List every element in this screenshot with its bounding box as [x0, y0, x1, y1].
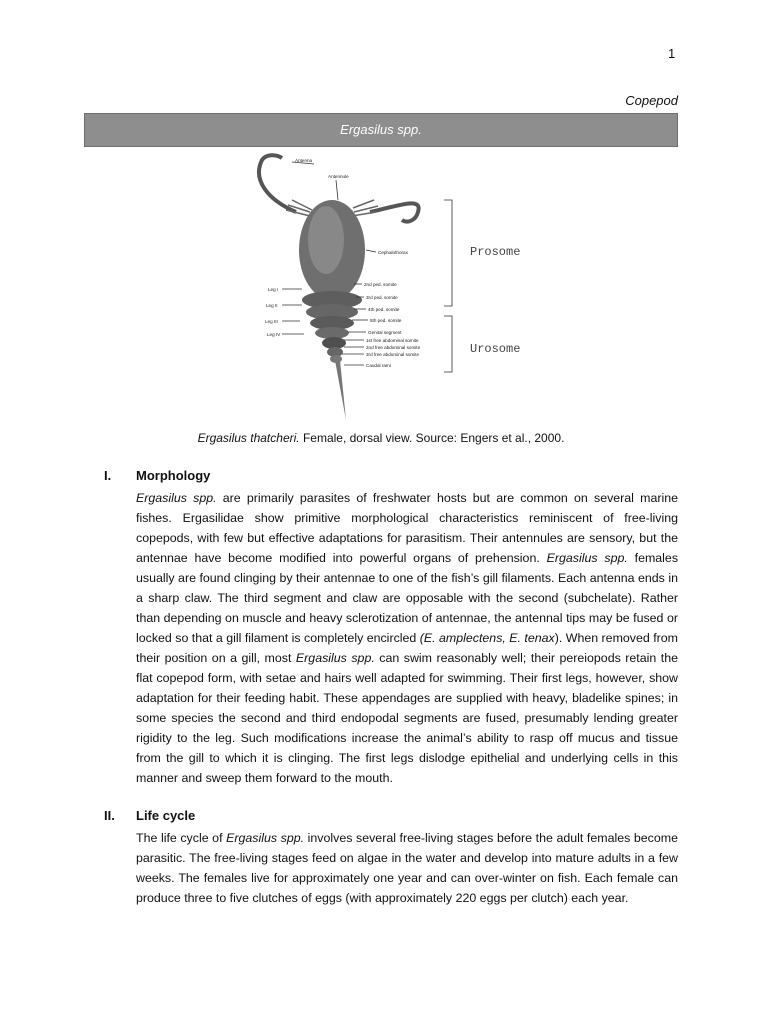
label-abd1: 1st free abdominal somite — [366, 338, 419, 343]
body-text: ). When removed from their position on a gill, most — [136, 631, 678, 665]
italic-text: Ergasilus spp. — [546, 551, 628, 565]
label-ped3: 3rd ped. somite — [366, 295, 398, 300]
label-abd2: 2nd free abdominal somite — [366, 345, 421, 350]
title-banner: Ergasilus spp. — [84, 113, 678, 147]
label-urosome: Urosome — [470, 342, 521, 356]
body-text: involves several free-living stages before the adult females become parasitic. The free-living stages feed on algae in the water and develop into mature adults in a few weeks. The females live for approximately one year and can over-winter on fish. Each female can produce three to five clutches of eggs (with approximately 220 eggs per clutch) each year. — [136, 831, 678, 905]
section-2-paragraph — [136, 828, 678, 908]
label-leg1: Leg I — [268, 287, 279, 292]
caption-text: Female, dorsal view. Source: Engers et al., 2000. — [299, 431, 565, 445]
body-text: females usually are found clinging by their antennae to one of the fish’s gill filaments. Each antenna ends in a sharp claw. The third segment and claw are opposable with the second (subchelate). Rather than depending on muscle and heavy sclerotization of antennae, the antennal tips may be fused or locked so that a gill filament is completely encircled — [136, 551, 679, 645]
section-1-title: Morphology — [136, 468, 211, 483]
label-ped5: 5th ped. somite — [370, 318, 402, 323]
italic-text: Ergasilus spp. — [226, 831, 305, 845]
header-label: Copepod — [625, 93, 678, 108]
body-text: The life cycle of — [136, 831, 227, 845]
label-caudal: Caudal rami — [366, 363, 391, 368]
italic-text: (E. amplectens, E. tenax — [419, 631, 555, 645]
copepod-figure — [248, 150, 522, 425]
caption-species: Ergasilus thatcheri. — [197, 431, 300, 445]
section-2-number: II. — [104, 808, 115, 823]
body-text: are primarily parasites of freshwater hosts but are common on several marine fishes. Ergasilidae show primitive morphological characteristics reminiscent of free-living copepods, with few but effective adaptations for parasitism. Their antennules are sensory, but the antennae have become modified into powerful organs of prehension. — [136, 491, 679, 565]
label-leg2: Leg II — [266, 303, 278, 308]
italic-text: Ergasilus spp. — [136, 491, 217, 505]
label-abd3: 3rd free abdominal somite — [366, 352, 420, 357]
label-genital: Genital segment — [368, 330, 402, 335]
figure-caption — [84, 431, 678, 445]
label-antennule: Antennule — [328, 174, 349, 179]
label-cephalothorax: Cephalothorax — [378, 250, 408, 255]
body-text: can swim reasonably well; their pereiopods retain the flat copepod form, with setae and hairs well adapted for swimming. Their first legs, however, show adaptation for their feeding habit. These appendages are supplied with heavy, bladelike spines; in some species the second and third endopodal segments are fused, presumably lending greater rigidity to the leg. Such modifications increase the animal’s ability to rasp off mucus and tissue from the gill to which it is clinging. The first legs dislodge epithelial and underlying cells in this manner and sweep them forward to the mouth. — [136, 651, 678, 785]
section-2-title: Life cycle — [136, 808, 196, 823]
label-ped4: 4th ped. somite — [368, 307, 400, 312]
label-leg3: Leg III — [265, 319, 278, 324]
label-leg4: Leg IV — [267, 332, 281, 337]
label-ped2: 2nd ped. somite — [364, 282, 397, 287]
section-1-number: I. — [104, 468, 112, 483]
section-1-paragraph — [136, 488, 678, 788]
italic-text: Ergasilus spp. — [295, 651, 375, 665]
page-number: 1 — [668, 46, 676, 61]
label-prosome: Prosome — [470, 245, 521, 259]
label-antenna: Antenna — [295, 158, 313, 163]
